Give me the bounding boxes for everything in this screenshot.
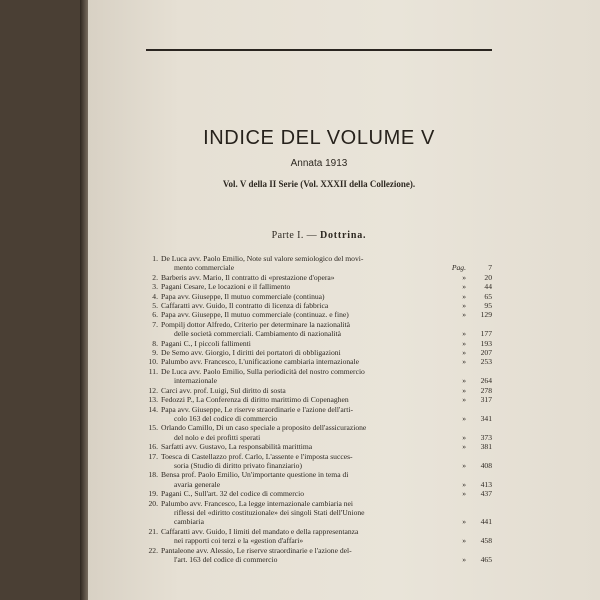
table-of-contents [146,254,492,564]
entry-text: Fedozzi P., La Conferenza di diritto marittimo di Copenaghen [161,395,349,405]
entry-number: 14. [148,404,158,414]
entry-number: 16. [148,442,158,452]
entry-text: Caffaratti avv. Guido, Il contratto di licenza di fabbrica [161,301,329,311]
toc-line [146,395,492,404]
entry-number: 5. [152,301,158,311]
entry-number: 1. [152,254,158,263]
entry-number: 7. [152,319,158,329]
ditto-mark: » [462,357,466,367]
page-number: 207 [480,348,492,358]
ditto-mark: » [462,489,466,499]
part-section-name: Dottrina. [319,230,367,241]
page-number: 465 [480,555,492,564]
entry-text: riflessi del «diritto costituzionale» dei singoli Stati dell'Unione [174,507,365,517]
ditto-mark: » [462,442,466,452]
entry-number: 13. [148,395,158,405]
entry-number: 9. [152,348,158,358]
ditto-mark: » [462,376,466,386]
ditto-mark: » [462,479,466,489]
toc-entry [146,423,492,442]
page-number: 441 [480,517,492,527]
page-number: 95 [484,301,492,311]
toc-line [146,433,492,442]
entry-number: 6. [152,310,158,320]
toc-entry [146,339,492,348]
ditto-mark: » [462,301,466,311]
toc-entry [146,254,492,273]
entry-number: 21. [148,526,158,536]
entry-text: Barberis avv. Mario, Il contratto di «prestazione d'opera» [161,272,335,282]
entry-text: avaria generale [174,479,221,489]
toc-line [146,555,492,564]
page-number: 408 [480,460,492,470]
book-page [88,0,600,600]
entry-text: Carci avv. prof. Luigi, Sul diritto di sosta [161,385,286,395]
year-line: Annata 1913 [290,158,348,169]
toc-entry [146,301,492,310]
page-number: 317 [480,395,492,405]
entry-text: Toesca di Castellazzo prof. Carlo, L'assente e l'imposta succes- [161,451,353,461]
toc-line [146,282,492,291]
page-title: INDICE DEL VOLUME V [203,127,435,149]
toc-line [146,376,492,385]
toc-entry [146,499,492,527]
entry-text: Papa avv. Giuseppe, Il mutuo commerciale (continuaz. e fine) [161,310,349,320]
ditto-mark: » [462,338,466,348]
toc-line [146,414,492,423]
entry-text: colo 163 del codice di commercio [174,413,278,423]
entry-text: Bensa prof. Paolo Emilio, Un'importante questione in tema di [161,470,349,480]
toc-line [146,292,492,301]
toc-line [146,461,492,470]
entry-text: Pantaleone avv. Alessio, Le riserve straordinarie e l'azione del- [161,545,352,555]
page-number: 341 [480,413,492,423]
toc-entry [146,527,492,546]
page-number: 413 [480,479,492,489]
toc-line [146,386,492,395]
toc-line [146,536,492,545]
entry-text: l'art. 163 del codice di commercio [174,555,278,564]
entry-number: 8. [152,338,158,348]
entry-text: Papa avv. Giuseppe, Il mutuo commerciale (continua) [161,291,325,301]
ditto-mark: » [462,395,466,405]
entry-text: internazionale [174,376,218,386]
toc-entry [146,489,492,498]
toc-line [146,423,492,432]
entry-number: 19. [148,489,158,499]
entry-text: Orlando Camillo, Di un caso speciale a proposito dell'assicurazione [161,423,367,433]
ditto-mark: » [462,272,466,282]
entry-text: Pagani C., I piccoli fallimenti [161,338,251,348]
page-number: 193 [480,338,492,348]
entry-number: 2. [152,272,158,282]
entry-text: del nolo e dei profitti sperati [174,432,261,442]
toc-entry [146,273,492,282]
page-number: 278 [480,385,492,395]
page-number: 458 [480,536,492,546]
entry-text: Pagani C., Sull'art. 32 del codice di commercio [161,489,305,499]
page-number: 253 [480,357,492,367]
page-number: 129 [480,310,492,320]
entry-text: cambiaria [174,517,204,527]
entry-text: delle società commerciali. Cambiamento di nazionalità [174,329,341,339]
toc-entry [146,320,492,339]
entry-text: Pagani Cesare, Le locazioni e il fallimento [161,282,291,292]
toc-entry [146,348,492,357]
toc-entry [146,452,492,471]
entry-text: nei rapporti coi terzi e la «gestion d'affari» [174,536,304,546]
page-number: 177 [480,329,492,339]
entry-number: 10. [148,357,158,367]
toc-entry [146,292,492,301]
entry-text: Caffaratti avv. Guido, I limiti del mandato e della rappresentanza [161,526,359,536]
toc-entry [146,310,492,319]
toc-entry [146,357,492,366]
toc-line [146,254,492,263]
toc-entry [146,386,492,395]
entry-number: 12. [148,385,158,395]
page-number: 373 [480,432,492,442]
toc-entry [146,546,492,565]
entry-number: 11. [148,366,158,376]
volume-subtitle: Vol. V della II Serie (Vol. XXXII della Collezione). [222,179,416,189]
entry-text: soria (Studio di diritto privato finanziario) [174,460,303,470]
ditto-mark: » [462,385,466,395]
ditto-mark: » [462,310,466,320]
entry-text: Pompilj dottor Alfredo, Criterio per determinare la nazionalità [161,319,350,329]
entry-number: 4. [152,291,158,301]
part-label: Parte I. — [271,230,318,241]
ditto-mark: » [462,282,466,292]
ditto-mark: » [462,348,466,358]
toc-line [146,310,492,319]
toc-entry [146,282,492,291]
entry-text: De Luca avv. Paolo Emilio, Sulla periodicità del nostro commercio [161,366,365,376]
toc-line [146,527,492,536]
entry-number: 18. [148,470,158,480]
toc-line [146,452,492,461]
ditto-mark: » [462,517,466,527]
page-number: 44 [484,282,492,292]
page-number: 65 [484,291,492,301]
ditto-mark: » [462,432,466,442]
toc-line [146,470,492,479]
toc-line [146,489,492,498]
entry-text: Palumbo avv. Francesco, L'unificazione cambiaria internazionale [161,357,360,367]
page-number: 437 [480,489,492,499]
part-heading [146,230,492,241]
toc-line [146,348,492,357]
page-number: 264 [480,376,492,386]
toc-line [146,329,492,338]
toc-line [146,405,492,414]
ditto-mark: » [462,536,466,546]
entry-number: 15. [148,423,158,433]
toc-line [146,517,492,526]
toc-line [146,499,492,508]
entry-number: 3. [152,282,158,292]
entry-text: Papa avv. Giuseppe, Le riserve straordinarie e l'azione dell'arti- [161,404,354,414]
ditto-mark: » [462,291,466,301]
ditto-mark: » [462,460,466,470]
entry-text: Sarfatti avv. Gustavo, La responsabilità marittima [161,442,313,452]
page-number: 381 [480,442,492,452]
toc-line [146,546,492,555]
ditto-mark: » [462,413,466,423]
entry-number: 20. [148,498,158,508]
toc-line [146,508,492,517]
ditto-mark: » [462,555,466,564]
page-prefix: Pag. [451,263,466,273]
toc-line [146,273,492,282]
toc-entry [146,405,492,424]
entry-text: De Luca avv. Paolo Emilio, Note sul valore semiologico del movi- [161,254,364,263]
ditto-mark: » [462,329,466,339]
toc-line [146,320,492,329]
entry-text: De Semo avv. Giorgio, I diritti dei portatori di obbligazioni [161,348,341,358]
entry-text: mento commerciale [174,263,235,273]
toc-entry [146,470,492,489]
entry-text: Palumbo avv. Francesco, La legge internazionale cambiaria nei [161,498,354,508]
toc-line [146,339,492,348]
page-number: 7 [488,263,492,273]
toc-line [146,480,492,489]
toc-line [146,263,492,272]
top-rule [146,49,492,51]
toc-line [146,442,492,451]
entry-number: 17. [148,451,158,461]
toc-entry [146,367,492,386]
toc-line [146,367,492,376]
toc-line [146,301,492,310]
entry-number: 22. [148,545,158,555]
toc-entry [146,395,492,404]
toc-entry [146,442,492,451]
toc-line [146,357,492,366]
page-number: 20 [484,272,492,282]
